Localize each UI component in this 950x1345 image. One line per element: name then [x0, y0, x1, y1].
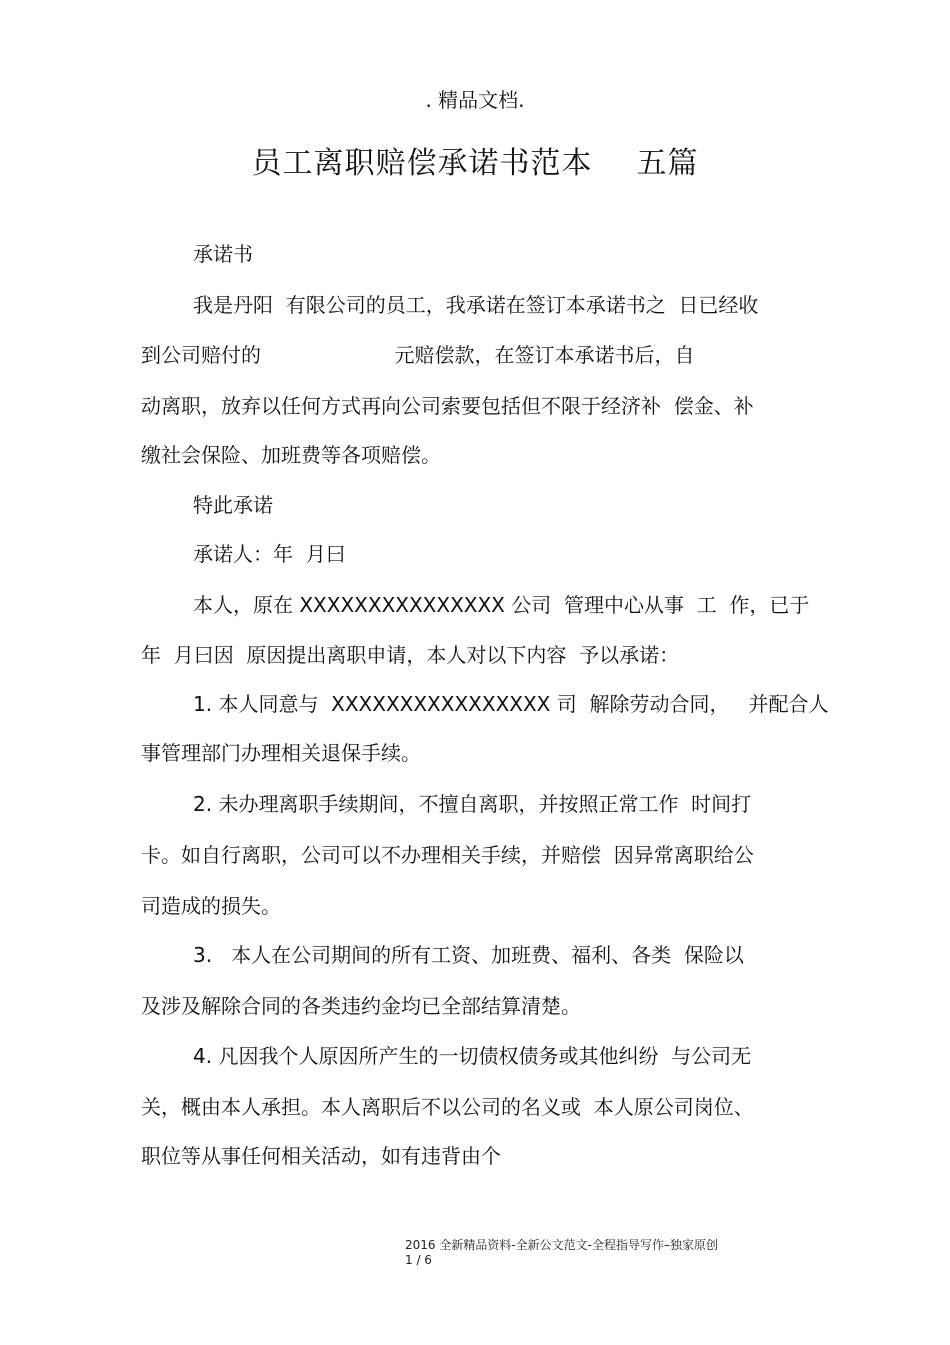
- body-line: 关，概由本人承担。本人离职后不以公司的名义或 本人原公司岗位、: [141, 1095, 754, 1119]
- footer-slogan: 2016 全新精品资料-全新公文范文-全程指导写作–独家原创: [405, 1238, 719, 1252]
- body-line: 卡。如自行离职，公司可以不办理相关手续，并赔偿 因异常离职给公: [141, 843, 754, 867]
- body-line: 特此承诺: [193, 493, 273, 517]
- body-line: 事管理部门办理相关退保手续。: [141, 741, 421, 765]
- body-line: 承诺人：年 月曰: [193, 542, 346, 566]
- body-line: 1. 本人同意与 XXXXXXXXXXXXXXXX 司 解除劳动合同， 并配合人: [193, 692, 829, 716]
- title-suffix: 五篇: [636, 146, 699, 181]
- body-line: 2. 未办理离职手续期间，不擅自离职，并按照正常工作 时间打: [193, 792, 752, 816]
- page-header: . 精品文档.: [425, 88, 525, 112]
- body-line: 及涉及解除合同的各类违约金均已全部结算清楚。: [141, 994, 581, 1018]
- body-line: 到公司赔付的 元赔偿款，在签订本承诺书后，自: [141, 343, 695, 367]
- body-line: 动离职，放弃以任何方式再向公司索要包括但不限于经济补 偿金、补: [141, 394, 754, 418]
- body-line: 我是丹阳 有限公司的员工，我承诺在签订本承诺书之 日已经收: [193, 293, 759, 317]
- body-line: 承诺书: [193, 242, 253, 266]
- title-main: 员工离职赔偿承诺书范本: [251, 146, 593, 181]
- page-number: 1 / 6: [405, 1253, 432, 1267]
- document-title: [0, 138, 950, 182]
- body-line: 司造成的损失。: [141, 894, 281, 918]
- body-line: 本人，原在 XXXXXXXXXXXXXXX 公司 管理中心从事 工 作，已于: [193, 593, 810, 617]
- body-line: 缴社会保险、加班费等各项赔偿。: [141, 443, 441, 467]
- body-line: 职位等从事任何相关活动，如有违背由个: [141, 1144, 501, 1168]
- body-line: 3. 本人在公司期间的所有工资、加班费、福利、各类 保险以: [193, 943, 744, 967]
- body-line: 年 月曰因 原因提出离职申请，本人对以下内容 予以承诺：: [141, 643, 680, 667]
- body-line: 4. 凡因我个人原因所产生的一切债权债务或其他纠纷 与公司无: [193, 1044, 752, 1068]
